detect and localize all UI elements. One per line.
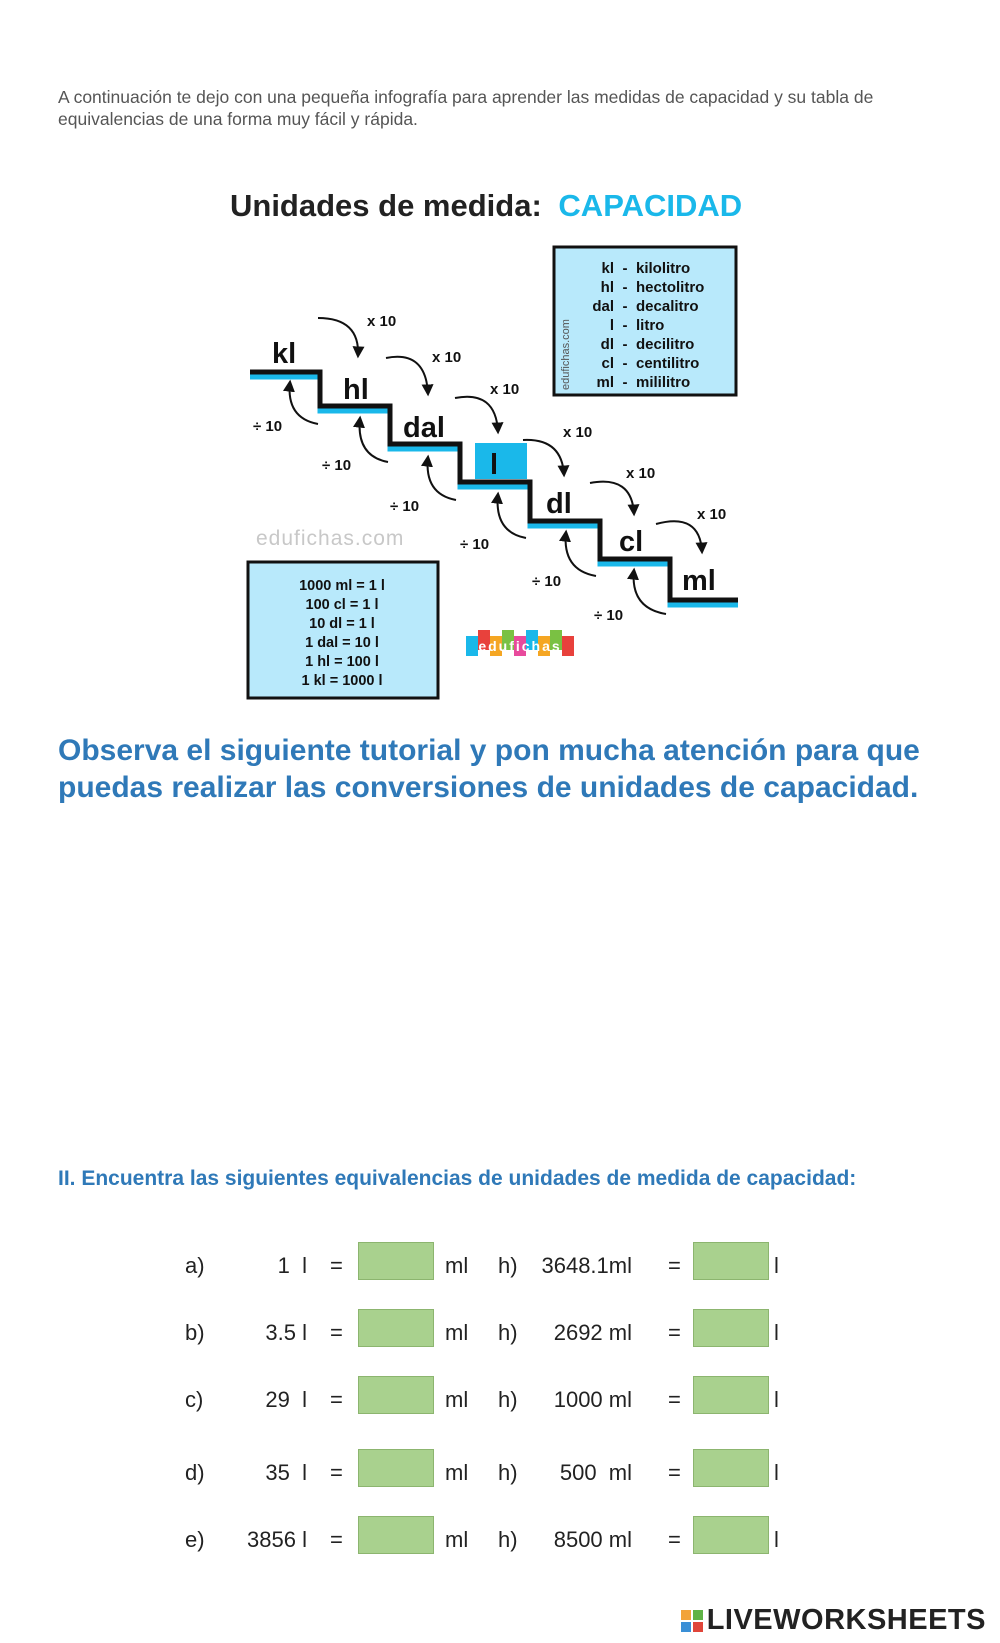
equivalence-box — [248, 562, 438, 698]
legend-name: litro — [636, 317, 665, 334]
liveworksheets-logo-text: LIVEWORKSHEETS — [706, 1604, 986, 1636]
exercise-value: 1 l — [277, 1253, 307, 1278]
exercise-unit: ml — [445, 1527, 469, 1552]
equals-sign: = — [330, 1320, 343, 1345]
legend-abbr: l — [609, 317, 614, 334]
multiply-label-5: x 10 — [626, 465, 656, 482]
divide-label-5: ÷ 10 — [532, 573, 562, 590]
exercise-letter: h) — [498, 1253, 518, 1278]
answer-input[interactable] — [358, 1376, 434, 1414]
liveworksheets-logo — [681, 1604, 986, 1637]
legend-abbr: dl — [600, 336, 614, 353]
answer-input[interactable] — [693, 1376, 769, 1414]
legend-name: centilitro — [636, 355, 700, 372]
exercise-unit: ml — [445, 1320, 469, 1345]
answer-input[interactable] — [358, 1516, 434, 1554]
exercise-value: 3648.1ml — [541, 1253, 632, 1278]
exercise-value: 8500 ml — [553, 1527, 632, 1552]
divide-label-6: ÷ 10 — [594, 607, 624, 624]
watermark-text: edufichas.com — [256, 527, 405, 550]
equivalence-row: 1 kl = 1000 l — [301, 673, 383, 689]
answer-input[interactable] — [693, 1449, 769, 1487]
multiply-label-3: x 10 — [490, 381, 520, 398]
legend-dash: - — [622, 279, 628, 296]
step-kl: kl — [272, 338, 297, 370]
multiply-label-2: x 10 — [432, 349, 462, 366]
exercise-value: 1000 ml — [553, 1387, 632, 1412]
equivalence-row: 100 cl = 1 l — [305, 597, 379, 613]
exercise-value: 29 l — [265, 1387, 307, 1412]
step-highlight-litro — [475, 443, 527, 479]
legend-abbr: dal — [592, 298, 614, 315]
divide-label-4: ÷ 10 — [460, 536, 490, 553]
legend-name: decalitro — [636, 298, 699, 315]
legend-abbr: kl — [601, 260, 614, 277]
legend-abbr: ml — [596, 374, 614, 391]
answer-input[interactable] — [358, 1449, 434, 1487]
step-cl: cl — [619, 526, 644, 558]
multiply-label-4: x 10 — [563, 424, 593, 441]
answer-input[interactable] — [358, 1242, 434, 1280]
equals-sign: = — [330, 1460, 343, 1485]
equivalence-row: 1 hl = 100 l — [305, 654, 379, 670]
equals-sign: = — [668, 1527, 681, 1552]
legend-name: decilitro — [636, 336, 695, 353]
equals-sign: = — [668, 1387, 681, 1412]
capacity-infographic — [0, 0, 1000, 720]
edufichas-logo — [466, 630, 574, 656]
legend-abbr: cl — [601, 355, 614, 372]
step-dal: dal — [403, 412, 445, 444]
exercise-unit: ml — [445, 1460, 469, 1485]
exercise-unit: l — [774, 1387, 779, 1412]
legend-name: mililitro — [636, 374, 691, 391]
liveworksheets-logo-icon — [681, 1610, 703, 1632]
divide-label-2: ÷ 10 — [322, 457, 352, 474]
answer-input[interactable] — [693, 1516, 769, 1554]
step-ml: ml — [682, 565, 716, 597]
exercise-letter: h) — [498, 1527, 518, 1552]
logo-text: edufichas — [478, 638, 562, 654]
exercise-unit: ml — [445, 1253, 469, 1278]
step-hl: hl — [343, 374, 369, 406]
exercise-letter: a) — [185, 1253, 205, 1278]
legend-dash: - — [622, 355, 628, 372]
exercise-letter: c) — [185, 1387, 204, 1412]
answer-input[interactable] — [693, 1309, 769, 1347]
answer-input[interactable] — [693, 1242, 769, 1280]
exercise-letter: d) — [185, 1460, 205, 1485]
logo-letter-tile — [562, 636, 574, 656]
exercise-unit: l — [774, 1320, 779, 1345]
legend-name: kilolitro — [636, 260, 691, 277]
legend-dash: - — [622, 260, 628, 277]
equivalence-row: 1 dal = 10 l — [305, 635, 379, 651]
section2-title: II. Encuentra las siguientes equivalencias de unidades de medida de capacidad: — [58, 1167, 857, 1190]
multiply-label-1: x 10 — [367, 313, 397, 330]
legend-dash: - — [622, 374, 628, 391]
equals-sign: = — [330, 1527, 343, 1552]
step-dl: dl — [546, 488, 572, 520]
exercise-value: 500 ml — [559, 1460, 632, 1485]
exercise-value: 35 l — [265, 1460, 307, 1485]
equivalence-row: 1000 ml = 1 l — [299, 578, 385, 594]
equals-sign: = — [668, 1253, 681, 1278]
exercise-value: 2692 ml — [553, 1320, 632, 1345]
exercise-letter: h) — [498, 1387, 518, 1412]
tutorial-text: Observa el siguiente tutorial y pon mucha atención para que puedas realizar las conversiones de unidades de capacidad. — [58, 734, 920, 804]
answer-input[interactable] — [358, 1309, 434, 1347]
divide-label-3: ÷ 10 — [390, 498, 420, 515]
equivalence-row: 10 dl = 1 l — [309, 616, 375, 632]
step-l: l — [490, 449, 499, 481]
legend-abbr: hl — [600, 279, 614, 296]
exercise-unit: ml — [445, 1387, 469, 1412]
equals-sign: = — [668, 1460, 681, 1485]
legend-dash: - — [622, 317, 628, 334]
exercise-value: 3856 l — [247, 1527, 307, 1552]
exercise-value: 3.5 l — [265, 1320, 307, 1345]
equals-sign: = — [668, 1320, 681, 1345]
equals-sign: = — [330, 1253, 343, 1278]
exercise-letter: h) — [498, 1320, 518, 1345]
infographic-title: Unidades de medida: CAPACIDAD — [230, 188, 743, 223]
divide-label-1: ÷ 10 — [253, 418, 283, 435]
exercise-letter: b) — [185, 1320, 205, 1345]
legend-dash: - — [622, 336, 628, 353]
multiply-label-6: x 10 — [697, 506, 727, 523]
legend-box — [554, 247, 736, 395]
legend-watermark: edufichas.com — [560, 319, 572, 390]
legend-dash: - — [622, 298, 628, 315]
exercise-unit: l — [774, 1527, 779, 1552]
logo-letter-tile — [466, 636, 478, 656]
intro-text: A continuación te dejo con una pequeña infografía para aprender las medidas de capacidad y su tabla de equivalencias de una forma muy fácil y rápida. — [58, 87, 874, 129]
exercise-letter: e) — [185, 1527, 205, 1552]
exercise-letter: h) — [498, 1460, 518, 1485]
equals-sign: = — [330, 1387, 343, 1412]
exercise-unit: l — [774, 1460, 779, 1485]
legend-name: hectolitro — [636, 279, 705, 296]
exercise-unit: l — [774, 1253, 779, 1278]
